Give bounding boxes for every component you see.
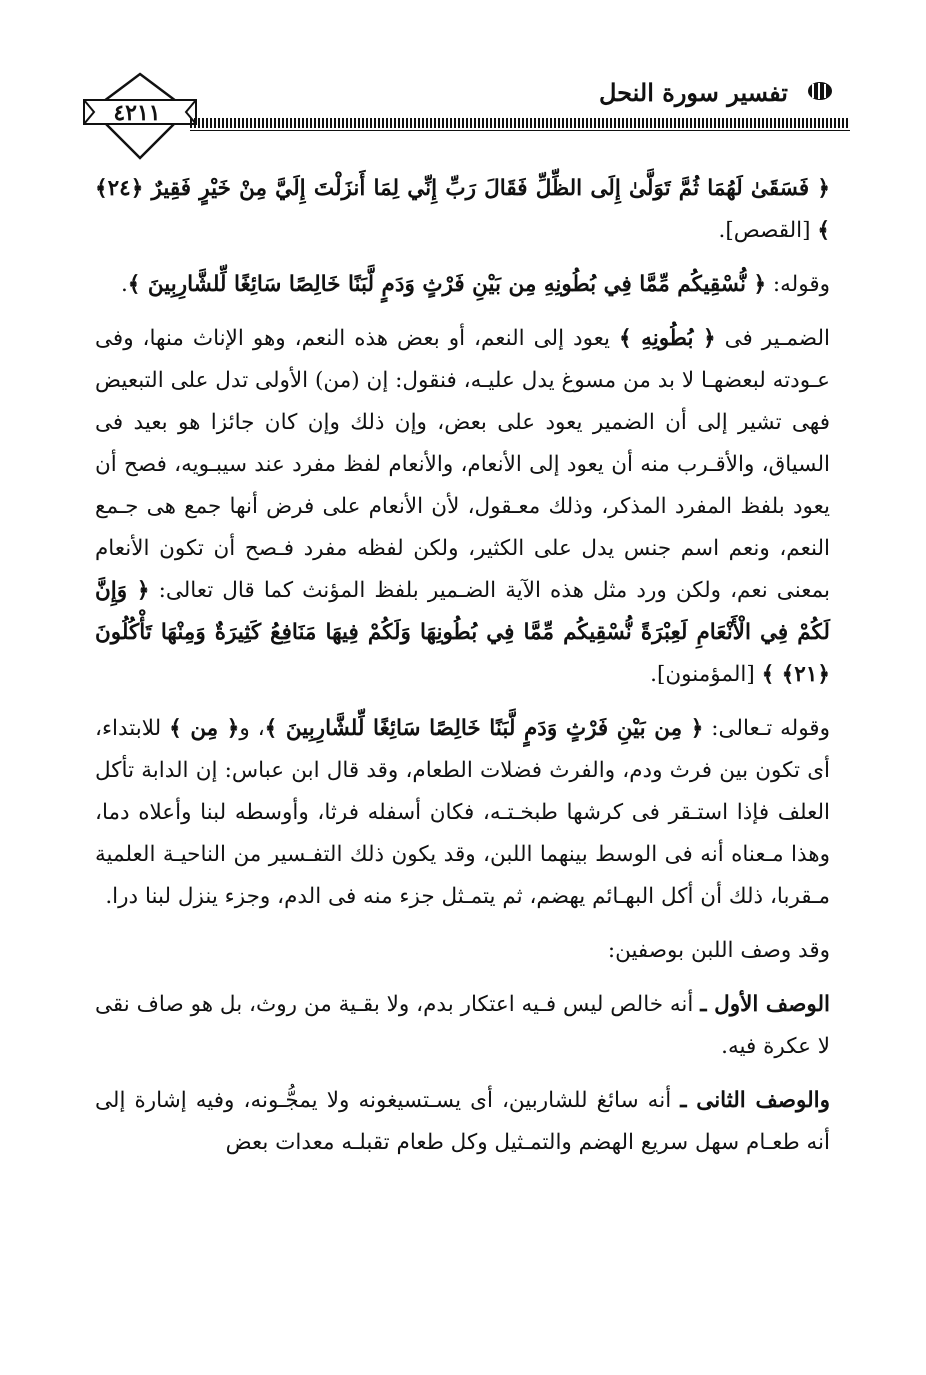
paragraph-4	[95, 708, 830, 918]
header-rule-thin	[190, 130, 850, 131]
surah-title: تفسير سورة النحل	[599, 78, 788, 107]
paragraph-5	[95, 930, 830, 972]
paragraph-lead: الضمـير فى	[724, 326, 830, 351]
paragraph-lead: وقوله تـعالى:	[711, 716, 830, 741]
paragraph-tail: .	[120, 272, 128, 297]
page-header	[80, 70, 850, 160]
paragraph-text: وقد وصف اللبن بوصفين:	[607, 938, 830, 963]
paragraph-lead: وقوله:	[772, 272, 830, 297]
paragraph-text: أنه خالص ليس فـيه اعتكار بدم، ولا بقـية من روث، بل هو صاف نقى لا عكرة فيه.	[95, 992, 830, 1059]
quran-verse: ﴿ فَسَقَىٰ لَهُمَا ثُمَّ تَوَلَّىٰ إِلَى الظِّلِّ فَقَالَ رَبِّ إِنِّي لِمَا أَنزَلْتَ إِلَيَّ مِنْ خَيْرٍ فَقِيرٌ ﴿٢٤﴾ ﴾	[95, 176, 830, 243]
ornament-icon	[806, 80, 834, 102]
section-heading: والوصف الثانى ـ	[680, 1088, 830, 1113]
quran-verse: ﴿ مِن بَيْنِ فَرْثٍ وَدَمٍ لَّبَنًا خَالِصًا سَائِغًا لِّلشَّارِبِينَ ﴾	[264, 716, 704, 741]
verse-reference: [القصص].	[718, 218, 811, 243]
page-body	[95, 168, 830, 1176]
paragraph-7	[95, 1080, 830, 1164]
quran-verse: ﴿ بُطُونِهِ ﴾	[618, 326, 716, 351]
paragraph-text: للابتداء، أى تكون بين فرث ودم، والفرث فضلات الطعام، وقد قال ابن عباس: إن الدابة تأكل العلف فإذا استـقر فى كرشها طبخـتـه، فكان أسفله فرثا، وأوسطه لبنا وأعلاه دما، وهذا مـعناه أنه فى الوسط بينهما اللبن، وقد يكون ذلك التفـسير من الناحيـة العلمية مـقربا، ذلك أن أكل البهـائم يهضم، ثم يتمـثل جزء منه فى الدم، وجزء ينزل لبنا درا.	[95, 716, 830, 909]
paragraph-1	[95, 168, 830, 252]
paragraph-text: يعود إلى النعم، أو بعض هذه النعم، وهو الإناث منها، وفى عـودته لبعضهـا لا بد من مسوغ يدل عليـه، فنقول: إن (من) الأولى تدل على التبعيض فهى تشير إلى أن الضمير يعود على بعض، وإن ذلك وإن كان جائزا هو بعيد فى السياق، والأقـرب منه أن يعود إلى الأنعام، والأنعام لفظ مفرد عند سيبـويه، فصح أن يعود بلفظ المفرد المذكر، وذلك معـقول، لأن الأنعام على فرض أنها جمع هى جـمع النعم، ونعم اسم جنس يدل على الكثير، ولكن لفظه مفرد فـصح أن تكون الأنعام بمعنى نعم، ولكن ورد مثل هذه الآية الضـمير بلفظ المؤنث كما قال تعالى:	[95, 326, 830, 603]
header-rule	[190, 118, 850, 128]
page-number: ٤٢١١	[113, 100, 161, 126]
paragraph-6	[95, 984, 830, 1068]
paragraph-2	[95, 264, 830, 306]
paragraph-mid: ، و	[239, 716, 265, 741]
section-heading: الوصف الأول ـ	[700, 992, 831, 1017]
quran-verse: ﴿ نُّسْقِيكُم مِّمَّا فِي بُطُونِهِ مِن بَيْنِ فَرْثٍ وَدَمٍ لَّبَنًا خَالِصًا سَائِغًا لِّلشَّارِبِينَ ﴾	[127, 272, 767, 297]
paragraph-3	[95, 318, 830, 696]
paragraph-text: أنه سائغ للشاربين، أى يسـتسيغونه ولا يمجُّـونه، وفيه إشارة إلى أنه طعـام سهل سريع الهضم والتمـثيل وكل طعام تقبلـه معدات بعض	[95, 1088, 830, 1155]
verse-reference: [المؤمنون].	[650, 662, 755, 687]
quran-verse: ﴿ مِن ﴾	[169, 716, 240, 741]
quran-verse: ﴿ وَإِنَّ لَكُمْ فِي الْأَنْعَامِ لَعِبْرَةً نُّسْقِيكُم مِّمَّا فِي بُطُونِهَا وَلَكُمْ فِيهَا مَنَافِعُ كَثِيرَةٌ وَمِنْهَا تَأْكُلُونَ ﴿٢١﴾ ﴾	[95, 578, 830, 687]
